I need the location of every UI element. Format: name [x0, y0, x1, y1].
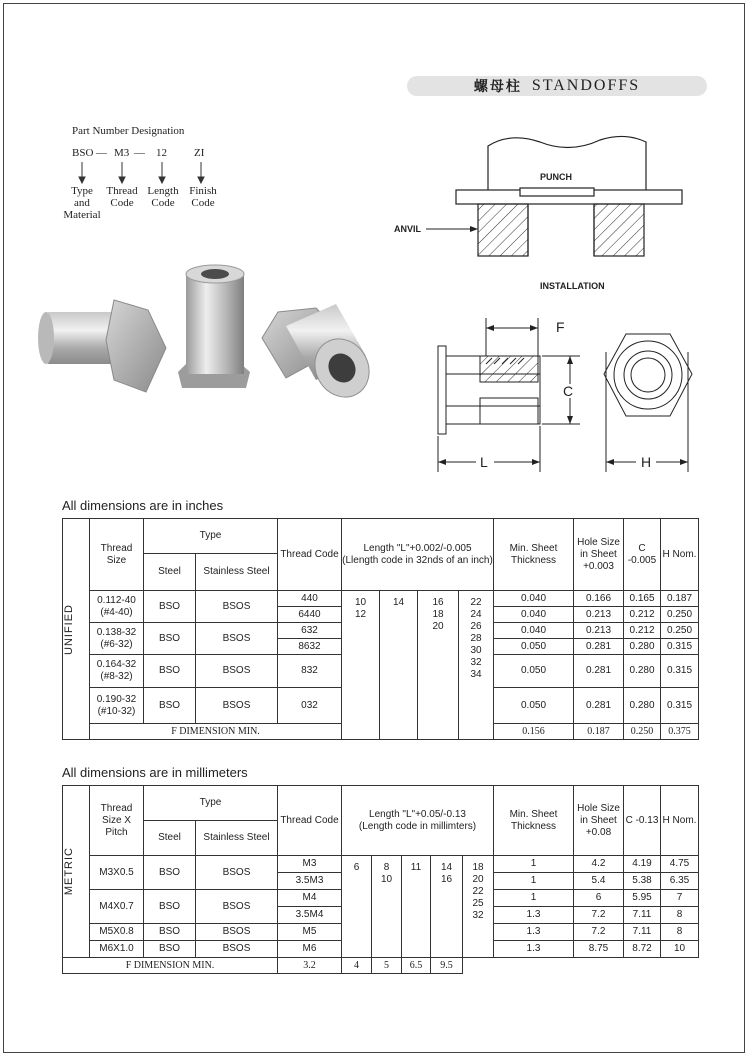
- empty-cell: [463, 958, 661, 974]
- table-cell-steel: BSO: [144, 591, 196, 623]
- header-h: H Nom.: [661, 519, 699, 591]
- table-cell-min: 1: [494, 856, 574, 873]
- table-cell-stainless: BSOS: [196, 688, 278, 724]
- label-c: C: [563, 383, 574, 399]
- length-col-3: 11: [402, 856, 431, 958]
- table-cell-code: M5: [278, 924, 342, 941]
- group-label-unified: UNIFIED: [63, 603, 75, 655]
- mm-dimension-table: [62, 785, 699, 974]
- f-dimension-value: 6.5: [402, 958, 431, 974]
- table-cell-c: 5.38: [624, 873, 661, 890]
- page-title-bar: [407, 76, 707, 96]
- table-cell-min: 0.040: [494, 607, 574, 623]
- table-cell-code: 632: [278, 623, 342, 639]
- table-cell-c: 4.19: [624, 856, 661, 873]
- installation-diagram: [390, 128, 710, 298]
- f-dimension-value: 4: [342, 958, 372, 974]
- f-dimension-value: 0.250: [624, 724, 661, 740]
- table-cell-steel: BSO: [144, 688, 196, 724]
- part-code-finish: ZI: [194, 147, 205, 159]
- header-stainless: Stainless Steel: [196, 554, 278, 591]
- header-steel: Steel: [144, 821, 196, 856]
- table-cell-code: 832: [278, 655, 342, 688]
- table-cell-min: 0.050: [494, 639, 574, 655]
- header-length-sub: (Length code in millimters): [358, 820, 477, 832]
- part-code-thread: M3: [114, 147, 130, 159]
- f-dimension-value: 0.187: [574, 724, 624, 740]
- table-cell-stainless: BSOS: [196, 924, 278, 941]
- table-cell-hole: 0.281: [574, 688, 624, 724]
- table-cell-steel: BSO: [144, 655, 196, 688]
- label-l: L: [480, 454, 488, 470]
- table-cell-c: 0.212: [624, 623, 661, 639]
- length-col-1: 10 12: [342, 591, 380, 740]
- f-dimension-value: 3.2: [278, 958, 342, 974]
- table-cell-hole: 6: [574, 890, 624, 907]
- length-col-2: 14: [380, 591, 418, 740]
- label-punch: PUNCH: [540, 172, 573, 182]
- table-cell-hole: 4.2: [574, 856, 624, 873]
- header-thread-code: Thread Code: [278, 519, 342, 591]
- header-hole-size: Hole Size in Sheet +0.08: [574, 786, 624, 856]
- label-finish-code: Finish Code: [189, 185, 217, 209]
- table-cell-min: 1.3: [494, 907, 574, 924]
- table-cell-h: 8: [661, 924, 699, 941]
- table-cell-c: 0.280: [624, 655, 661, 688]
- table-row-size: 0.164-32 (#8-32): [90, 655, 144, 688]
- table-row-size: M5X0.8: [90, 924, 144, 941]
- part-dash: —: [96, 147, 107, 159]
- table-cell-stainless: BSOS: [196, 623, 278, 655]
- table-cell-h: 0.187: [661, 591, 699, 607]
- table-cell-hole: 8.75: [574, 941, 624, 958]
- table-cell-steel: BSO: [144, 623, 196, 655]
- part-arrows: [60, 160, 230, 186]
- table-cell-h: 8: [661, 907, 699, 924]
- table-cell-min: 0.040: [494, 623, 574, 639]
- header-min-sheet: Min. Sheet Thickness: [494, 519, 574, 591]
- table-row-size: M3X0.5: [90, 856, 144, 890]
- table-cell-hole: 0.281: [574, 639, 624, 655]
- table-cell-code: 6440: [278, 607, 342, 623]
- table-cell-c: 0.212: [624, 607, 661, 623]
- table-cell-c: 5.95: [624, 890, 661, 907]
- table-row-size: M6X1.0: [90, 941, 144, 958]
- part-dash: —: [134, 147, 145, 159]
- table-cell-h: 7: [661, 890, 699, 907]
- table-cell-h: 0.315: [661, 688, 699, 724]
- header-c: C -0.13: [624, 786, 661, 856]
- header-thread-size: Thread Size: [90, 519, 144, 591]
- unified-group-cell: [63, 519, 90, 740]
- table-cell-code: 3.5M3: [278, 873, 342, 890]
- table-cell-code: 440: [278, 591, 342, 607]
- table-cell-min: 0.050: [494, 655, 574, 688]
- table-cell-hole: 0.213: [574, 623, 624, 639]
- part-code-type: BSO: [72, 147, 94, 159]
- table-cell-min: 1.3: [494, 941, 574, 958]
- header-length-title: Length "L"+0.05/-0.13: [369, 808, 466, 820]
- part-number-heading: Part Number Designation: [72, 125, 185, 137]
- header-thread-code: Thread Code: [278, 786, 342, 856]
- table-cell-h: 10: [661, 941, 699, 958]
- header-min-sheet: Min. Sheet Thickness: [494, 786, 574, 856]
- f-dimension-value: 0.375: [661, 724, 699, 740]
- metric-group-cell: [63, 786, 90, 958]
- table-cell-hole: 0.213: [574, 607, 624, 623]
- empty-cell: [699, 724, 700, 740]
- header-steel: Steel: [144, 554, 196, 591]
- table-cell-stainless: BSOS: [196, 890, 278, 924]
- inch-table-heading: All dimensions are in inches: [62, 498, 224, 513]
- table-cell-min: 0.050: [494, 688, 574, 724]
- table-cell-h: 0.315: [661, 639, 699, 655]
- length-col-3: 16 18 20: [418, 591, 459, 740]
- label-h: H: [641, 454, 652, 470]
- table-cell-code: M3: [278, 856, 342, 873]
- header-hole-size: Hole Size in Sheet +0.003: [574, 519, 624, 591]
- table-cell-hole: 7.2: [574, 924, 624, 941]
- header-thread-size: Thread Size X Pitch: [90, 786, 144, 856]
- length-col-1: 6: [342, 856, 372, 958]
- f-dimension-label: F DIMENSION MIN.: [63, 958, 278, 974]
- table-cell-h: 4.75: [661, 856, 699, 873]
- table-cell-min: 1: [494, 890, 574, 907]
- table-cell-c: 0.280: [624, 688, 661, 724]
- table-cell-hole: 7.2: [574, 907, 624, 924]
- title-english: STANDOFFS: [531, 77, 641, 94]
- table-cell-min: 1.3: [494, 924, 574, 941]
- table-row-size: 0.138-32 (#6-32): [90, 623, 144, 655]
- table-cell-steel: BSO: [144, 941, 196, 958]
- header-length-title: Length "L"+0.002/-0.005: [363, 542, 472, 554]
- table-cell-c: 0.280: [624, 639, 661, 655]
- table-cell-h: 6.35: [661, 873, 699, 890]
- table-cell-c: 8.72: [624, 941, 661, 958]
- mm-table-heading: All dimensions are in millimeters: [62, 765, 248, 780]
- table-cell-min: 0.040: [494, 591, 574, 607]
- table-cell-h: 0.315: [661, 655, 699, 688]
- header-length: [342, 519, 494, 591]
- table-cell-c: 0.165: [624, 591, 661, 607]
- table-cell-stainless: BSOS: [196, 591, 278, 623]
- table-cell-c: 7.11: [624, 924, 661, 941]
- label-f: F: [556, 319, 565, 335]
- length-col-4: 14 16: [431, 856, 463, 958]
- label-anvil: ANVIL: [394, 224, 421, 234]
- table-cell-h: 0.250: [661, 607, 699, 623]
- table-row-size: 0.112-40 (#4-40): [90, 591, 144, 623]
- table-cell-hole: 5.4: [574, 873, 624, 890]
- header-type: Type: [144, 519, 278, 554]
- table-cell-stainless: BSOS: [196, 856, 278, 890]
- table-cell-code: 8632: [278, 639, 342, 655]
- table-cell-steel: BSO: [144, 856, 196, 890]
- table-cell-stainless: BSOS: [196, 655, 278, 688]
- f-dimension-value: 0.156: [494, 724, 574, 740]
- table-cell-code: M6: [278, 941, 342, 958]
- table-cell-stainless: BSOS: [196, 941, 278, 958]
- length-col-4: 22 24 26 28 30 32 34: [459, 591, 494, 740]
- dimension-drawing: [430, 312, 710, 477]
- header-length-sub: (Llength code in 32nds of an inch): [342, 554, 493, 566]
- label-installation: INSTALLATION: [540, 281, 605, 291]
- length-col-2: 8 10: [372, 856, 402, 958]
- header-c: C -0.005: [624, 519, 661, 591]
- f-dimension-value: 5: [372, 958, 402, 974]
- table-cell-code: M4: [278, 890, 342, 907]
- table-cell-hole: 0.166: [574, 591, 624, 607]
- part-code-length: 12: [156, 147, 167, 159]
- table-cell-c: 7.11: [624, 907, 661, 924]
- label-type-material: Type and Material: [63, 185, 101, 221]
- length-col-5: 18 20 22 25 32: [463, 856, 494, 958]
- standoffs-product-image: [36, 260, 376, 410]
- header-h: H Nom.: [661, 786, 699, 856]
- table-cell-min: 1: [494, 873, 574, 890]
- header-length: [342, 786, 494, 856]
- group-label-metric: METRIC: [63, 847, 75, 896]
- header-type: Type: [144, 786, 278, 821]
- f-dimension-value: 9.5: [431, 958, 463, 974]
- table-cell-hole: 0.281: [574, 655, 624, 688]
- header-stainless: Stainless Steel: [196, 821, 278, 856]
- table-row-size: M4X0.7: [90, 890, 144, 924]
- f-dimension-label: F DIMENSION MIN.: [90, 724, 342, 740]
- inch-dimension-table: [62, 518, 700, 740]
- label-thread-code: Thread Code: [106, 185, 138, 209]
- table-cell-h: 0.250: [661, 623, 699, 639]
- table-cell-code: 032: [278, 688, 342, 724]
- table-cell-steel: BSO: [144, 924, 196, 941]
- table-row-size: 0.190-32 (#10-32): [90, 688, 144, 724]
- table-cell-steel: BSO: [144, 890, 196, 924]
- table-cell-code: 3.5M4: [278, 907, 342, 924]
- label-length-code: Length Code: [147, 185, 179, 209]
- title-chinese: 螺母柱: [473, 79, 522, 95]
